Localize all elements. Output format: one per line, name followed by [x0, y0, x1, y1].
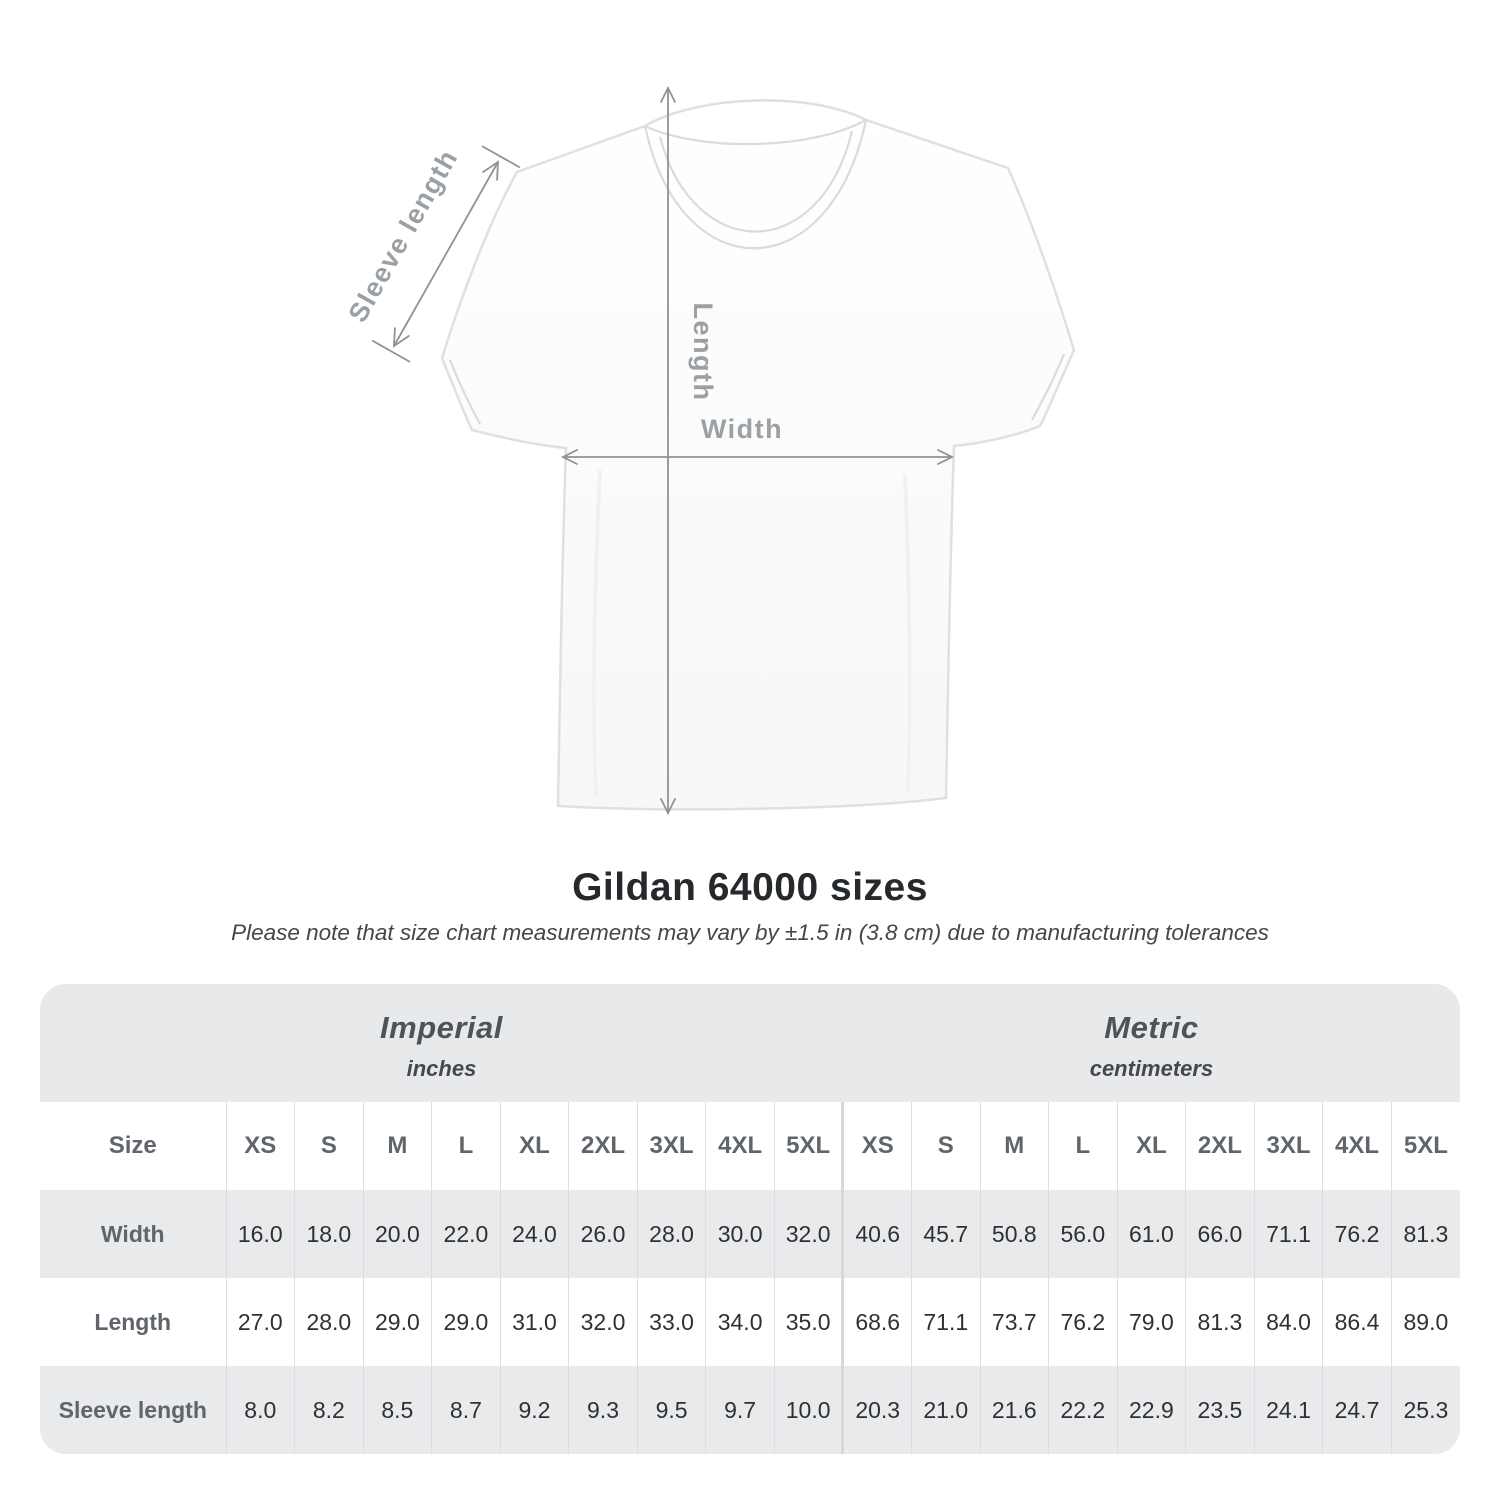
- measurement-value: 73.7: [980, 1278, 1049, 1366]
- tolerance-note: Please note that size chart measurements may vary by ±1.5 in (3.8 cm) due to manufacturing tolerances: [231, 920, 1269, 945]
- size-column-header: 5XL: [1391, 1102, 1460, 1190]
- measurement-value: 71.1: [911, 1278, 980, 1366]
- measurement-value: 22.0: [432, 1190, 501, 1278]
- unit-group-title: Metric: [1104, 1010, 1199, 1045]
- measurement-value: 29.0: [363, 1278, 432, 1366]
- measurement-value: 81.3: [1186, 1278, 1255, 1366]
- measurement-value: 66.0: [1186, 1190, 1255, 1278]
- measurement-value: 28.0: [295, 1278, 364, 1366]
- measurement-row-label: Sleeve length: [40, 1366, 226, 1454]
- measurement-value: 89.0: [1391, 1278, 1460, 1366]
- measurement-row-label: Length: [40, 1278, 226, 1366]
- measurement-value: 84.0: [1254, 1278, 1323, 1366]
- measurement-value: 71.1: [1254, 1190, 1323, 1278]
- size-column-header: XL: [1117, 1102, 1186, 1190]
- size-column-header: L: [1049, 1102, 1118, 1190]
- page-title: Gildan 64000 sizes: [572, 866, 928, 909]
- size-column-header: 2XL: [569, 1102, 638, 1190]
- tshirt-body-shape: [442, 100, 1074, 809]
- size-column-header: L: [432, 1102, 501, 1190]
- measurement-row: [40, 1366, 1460, 1454]
- measurement-value: 22.2: [1049, 1366, 1118, 1454]
- size-corner-header: Size: [40, 1102, 226, 1190]
- size-column-header: XS: [226, 1102, 295, 1190]
- measurement-value: 8.0: [226, 1366, 295, 1454]
- unit-band-row: [40, 984, 1460, 1102]
- measurement-value: 9.3: [569, 1366, 638, 1454]
- measurement-value: 9.5: [637, 1366, 706, 1454]
- measurement-value: 56.0: [1049, 1190, 1118, 1278]
- measurement-value: 31.0: [500, 1278, 569, 1366]
- measurement-value: 8.7: [432, 1366, 501, 1454]
- measurement-value: 16.0: [226, 1190, 295, 1278]
- measurement-value: 45.7: [911, 1190, 980, 1278]
- measurement-value: 21.0: [911, 1366, 980, 1454]
- measurement-value: 26.0: [569, 1190, 638, 1278]
- measurement-value: 22.9: [1117, 1366, 1186, 1454]
- size-column-header: 2XL: [1186, 1102, 1255, 1190]
- unit-group-unit: inches: [406, 1056, 477, 1081]
- measurement-value: 23.5: [1186, 1366, 1255, 1454]
- size-column-header: M: [363, 1102, 432, 1190]
- table-head: [40, 984, 1460, 1190]
- size-header-row: [40, 1102, 1460, 1190]
- size-column-header: 3XL: [637, 1102, 706, 1190]
- size-column-header: XL: [500, 1102, 569, 1190]
- measurement-value: 68.6: [843, 1278, 912, 1366]
- unit-group-header-imperial: [40, 984, 843, 1102]
- measurement-value: 27.0: [226, 1278, 295, 1366]
- measurement-row: [40, 1190, 1460, 1278]
- measurement-value: 35.0: [774, 1278, 843, 1366]
- measurement-value: 24.7: [1323, 1366, 1392, 1454]
- sleeve-length-label: Sleeve length: [342, 143, 464, 328]
- size-column-header: S: [295, 1102, 364, 1190]
- size-column-header: 4XL: [706, 1102, 775, 1190]
- measurement-value: 86.4: [1323, 1278, 1392, 1366]
- size-column-header: 3XL: [1254, 1102, 1323, 1190]
- unit-group-header-metric: [843, 984, 1460, 1102]
- measurement-value: 32.0: [569, 1278, 638, 1366]
- length-label: Length: [688, 302, 718, 402]
- table-body: [40, 1190, 1460, 1454]
- measurement-value: 24.1: [1254, 1366, 1323, 1454]
- measurement-value: 76.2: [1049, 1278, 1118, 1366]
- measurement-value: 28.0: [637, 1190, 706, 1278]
- measurement-value: 9.2: [500, 1366, 569, 1454]
- width-label: Width: [700, 414, 784, 444]
- measurement-value: 24.0: [500, 1190, 569, 1278]
- size-column-header: M: [980, 1102, 1049, 1190]
- measurement-value: 20.3: [843, 1366, 912, 1454]
- size-column-header: S: [911, 1102, 980, 1190]
- measurement-value: 76.2: [1323, 1190, 1392, 1278]
- measurement-value: 8.5: [363, 1366, 432, 1454]
- size-column-header: 4XL: [1323, 1102, 1392, 1190]
- measurement-value: 50.8: [980, 1190, 1049, 1278]
- measurement-value: 9.7: [706, 1366, 775, 1454]
- measurement-value: 25.3: [1391, 1366, 1460, 1454]
- size-column-header: XS: [843, 1102, 912, 1190]
- measurement-value: 29.0: [432, 1278, 501, 1366]
- size-table-container: [40, 984, 1460, 1454]
- size-column-header: 5XL: [774, 1102, 843, 1190]
- measurement-value: 81.3: [1391, 1190, 1460, 1278]
- measurement-value: 40.6: [843, 1190, 912, 1278]
- measurement-value: 30.0: [706, 1190, 775, 1278]
- measurement-value: 21.6: [980, 1366, 1049, 1454]
- unit-group-title: Imperial: [380, 1010, 503, 1045]
- measurement-value: 20.0: [363, 1190, 432, 1278]
- measurement-value: 79.0: [1117, 1278, 1186, 1366]
- measurement-row-label: Width: [40, 1190, 226, 1278]
- measurement-value: 32.0: [774, 1190, 843, 1278]
- unit-group-unit: centimeters: [1089, 1056, 1214, 1081]
- measurement-value: 61.0: [1117, 1190, 1186, 1278]
- size-table: [40, 984, 1460, 1454]
- measurement-row: [40, 1278, 1460, 1366]
- measurement-value: 33.0: [637, 1278, 706, 1366]
- measurement-value: 18.0: [295, 1190, 364, 1278]
- measurement-value: 34.0: [706, 1278, 775, 1366]
- measurement-value: 10.0: [774, 1366, 843, 1454]
- tshirt-graphic: [442, 100, 1074, 809]
- measurement-value: 8.2: [295, 1366, 364, 1454]
